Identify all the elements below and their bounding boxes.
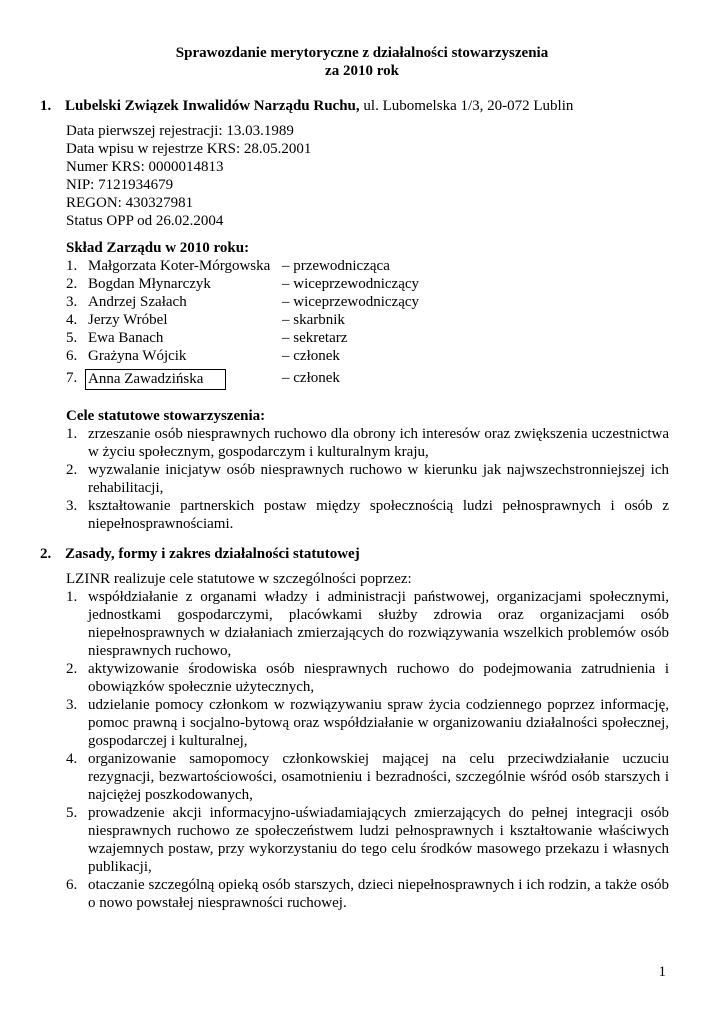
board-heading: Skład Zarządu w 2010 roku: xyxy=(66,240,250,256)
board-member-name: Grażyna Wójcik xyxy=(88,348,187,364)
detail-line: Numer KRS: 0000014813 xyxy=(66,159,224,175)
activity-item xyxy=(66,804,669,876)
organization-address: ul. Lubomelska 1/3, 20-072 Lublin xyxy=(359,98,574,114)
activity-item xyxy=(66,660,669,696)
goal-number: 3. xyxy=(66,498,78,514)
activity-text: współdziałanie z organami władzy i administracji państwowej, organizacjami społecznymi, jednostkami gospodarczymi, placówkami służby zdrowia oraz organizacjami osób niepełnosprawnych w działaniach zmierzających do rozwiązywania wszelkich problemów osób niesprawnych ruchowo, xyxy=(88,589,669,659)
goal-text: wyzwalanie inicjatyw osób niesprawnych ruchowo w kierunku jak najwszechstronniejszej ich rehabilitacji, xyxy=(88,462,669,496)
activity-number: 4. xyxy=(66,751,78,767)
activity-item xyxy=(66,876,669,912)
board-member-name: Małgorzata Koter-Mórgowska xyxy=(88,258,271,274)
board-member-number: 3. xyxy=(66,294,78,310)
activity-item xyxy=(66,588,669,660)
board-member-number: 6. xyxy=(66,348,78,364)
activity-number: 5. xyxy=(66,805,78,821)
page-number: 1 xyxy=(658,964,666,980)
board-member-role: – członek xyxy=(282,370,340,386)
goal-item xyxy=(66,461,669,497)
goal-number: 1. xyxy=(66,426,78,442)
activity-number: 6. xyxy=(66,877,78,893)
activity-number: 3. xyxy=(66,697,78,713)
board-member-role: – wiceprzewodniczący xyxy=(282,276,420,292)
activity-text: udzielanie pomocy członkom w rozwiązywaniu spraw życia codziennego poprzez informację, pomoc prawną i socjalno-bytową oraz współdziałanie w organizowaniu działalności społecznej, gospodarczej i kulturalnej, xyxy=(88,697,669,749)
board-member-number: 1. xyxy=(66,258,78,274)
activity-text: organizowanie samopomocy członkowskiej mającej na celu przeciwdziałanie uczuciu rezygnacji, bezwartościowości, osamotnieniu i bezradności, szczególnie wśród osób starszych i najciężej poszkodowanych, xyxy=(88,751,669,803)
goal-number: 2. xyxy=(66,462,78,478)
activity-number: 2. xyxy=(66,661,78,677)
board-member-name-boxed: Anna Zawadzińska xyxy=(85,369,226,390)
section-1-number: 1. xyxy=(40,98,52,114)
activities-list xyxy=(66,588,669,912)
board-member-role: – sekretarz xyxy=(282,330,348,346)
board-member-name: Bogdan Młynarczyk xyxy=(88,276,211,292)
activity-item xyxy=(66,696,669,750)
board-member-role: – członek xyxy=(282,348,340,364)
activity-text: otaczanie szczególną opieką osób starszych, dzieci niepełnosprawnych i ich rodzin, a także osób o nowo powstałej niesprawności ruchowej. xyxy=(88,877,669,911)
activity-item xyxy=(66,750,669,804)
goal-item xyxy=(66,425,669,461)
goals-list xyxy=(66,425,669,533)
board-member-number: 4. xyxy=(66,312,78,328)
detail-line: NIP: 7121934679 xyxy=(66,177,174,193)
section-2-number: 2. xyxy=(40,546,52,562)
registration-details xyxy=(66,122,311,230)
section-1-heading xyxy=(40,97,573,115)
board-member-name: Jerzy Wróbel xyxy=(88,312,168,328)
goal-item xyxy=(66,497,669,533)
document-title-line1: Sprawozdanie merytoryczne z działalności stowarzyszenia xyxy=(175,45,549,61)
detail-line: Status OPP od 26.02.2004 xyxy=(66,213,224,229)
activity-text: aktywizowanie środowiska osób niesprawnych ruchowo do podejmowania zatrudnienia i obowiązków społecznie użytecznych, xyxy=(88,661,669,695)
board-member-name: Ewa Banach xyxy=(88,330,164,346)
section-2-title: Zasady, formy i zakres działalności statutowej xyxy=(65,546,360,562)
detail-line: Data pierwszej rejestracji: 13.03.1989 xyxy=(66,123,294,139)
board-member-role: – skarbnik xyxy=(282,312,345,328)
board-member-number: 2. xyxy=(66,276,78,292)
activity-text: prowadzenie akcji informacyjno-uświadamiających zmierzających do pełnej integracji osób niesprawnych ruchowo ze społeczeństwem ludzi pełnosprawnych i kształtowanie właściwych wzajemnych postaw, przy wykorzystaniu do tego celu środków masowego przekazu i własnych publikacji, xyxy=(88,805,669,875)
board-member-name: Andrzej Szałach xyxy=(88,294,187,310)
board-member-role: – przewodnicząca xyxy=(282,258,390,274)
goals-heading: Cele statutowe stowarzyszenia: xyxy=(66,408,266,424)
goal-text: kształtowanie partnerskich postaw między społecznością ludzi pełnosprawnych i osób z niepełnosprawnościami. xyxy=(88,498,669,532)
section-2-heading xyxy=(40,545,360,563)
board-member-number: 7. xyxy=(66,370,78,386)
detail-line: Data wpisu w rejestrze KRS: 28.05.2001 xyxy=(66,141,312,157)
goal-text: zrzeszanie osób niesprawnych ruchowo dla obrony ich interesów oraz zwiększenia uczestnictwa w życiu społecznym, gospodarczym i kulturalnym kraju, xyxy=(88,426,669,460)
activity-number: 1. xyxy=(66,589,78,605)
organization-name: Lubelski Związek Inwalidów Narządu Ruchu, xyxy=(65,98,360,114)
board-member-number: 5. xyxy=(66,330,78,346)
document-title-line2: za 2010 rok xyxy=(325,63,399,79)
board-member-role: – wiceprzewodniczący xyxy=(282,294,420,310)
section-2-intro: LZINR realizuje cele statutowe w szczególności poprzez: xyxy=(66,571,412,587)
detail-line: REGON: 430327981 xyxy=(66,195,194,211)
